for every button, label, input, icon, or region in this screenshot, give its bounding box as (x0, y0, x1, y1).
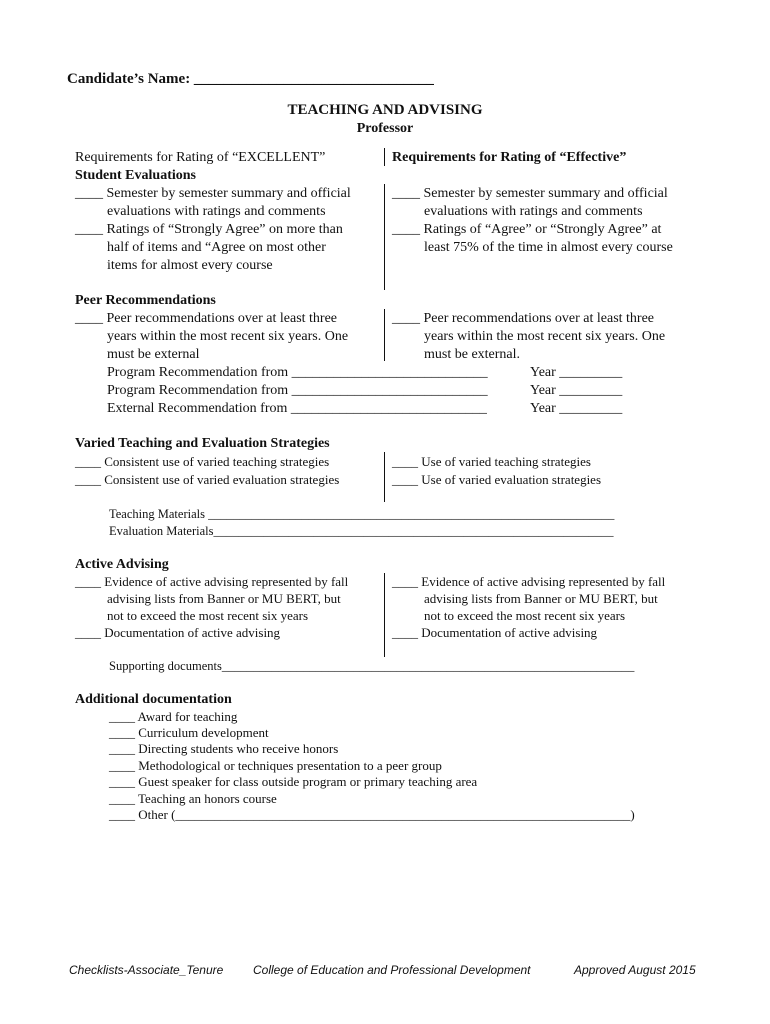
list-item: evaluations with ratings and comments (424, 204, 643, 219)
list-item: ____ Peer recommendations over at least three (392, 311, 655, 326)
footer-checklist-name: Checklists-Associate_Tenure (69, 963, 224, 977)
list-item: ____ Semester by semester summary and official (392, 186, 668, 201)
right-column-header: Requirements for Rating of “Effective” (392, 150, 627, 165)
list-item: ____ Use of varied teaching strategies (392, 454, 591, 469)
active-advising-heading: Active Advising (75, 557, 169, 572)
list-item: ____ Consistent use of varied evaluation strategies (75, 472, 340, 487)
list-item: ____ Directing students who receive honors (109, 741, 339, 756)
list-item: not to exceed the most recent six years (424, 608, 626, 623)
program-recommendation-2: Program Recommendation from ____________________________ (107, 383, 488, 398)
page-subtitle: Professor (356, 121, 414, 136)
list-item: items for almost every course (107, 258, 273, 273)
footer-college: College of Education and Professional Development (253, 963, 531, 977)
supporting-documents-field: Supporting documents__________________________________________________________________ (109, 659, 635, 673)
list-item: ____ Ratings of “Agree” or “Strongly Agree” at (392, 222, 662, 237)
list-item: least 75% of the time in almost every course (424, 240, 673, 255)
column-divider (384, 148, 385, 166)
list-item: ____ Curriculum development (109, 725, 269, 740)
list-item: ____ Semester by semester summary and official (75, 186, 351, 201)
list-item: ____ Evidence of active advising represented by fall (392, 574, 666, 589)
list-item: ____ Documentation of active advising (75, 625, 281, 640)
list-item: ____ Evidence of active advising represented by fall (75, 574, 349, 589)
list-item: must be external. (424, 347, 521, 362)
recommendation-year-2: Year _________ (530, 383, 623, 398)
recommendation-year-1: Year _________ (530, 365, 623, 380)
column-divider (384, 309, 385, 361)
footer-approved-date: Approved August 2015 (574, 963, 696, 977)
student-evaluations-heading: Student Evaluations (75, 168, 196, 183)
list-item: advising lists from Banner or MU BERT, but (424, 591, 658, 606)
list-item: ____ Ratings of “Strongly Agree” on more than (75, 222, 343, 237)
list-item: ____ Teaching an honors course (109, 791, 277, 806)
external-recommendation: External Recommendation from ____________________________ (107, 401, 487, 416)
list-item: ____ Methodological or techniques presentation to a peer group (109, 758, 442, 773)
peer-recommendations-heading: Peer Recommendations (75, 293, 216, 308)
list-item: ____ Documentation of active advising (392, 625, 598, 640)
list-item: not to exceed the most recent six years (107, 608, 309, 623)
column-divider (384, 184, 385, 290)
list-item: ____ Consistent use of varied teaching strategies (75, 454, 330, 469)
column-divider (384, 452, 385, 502)
left-column-header: Requirements for Rating of “EXCELLENT” (75, 150, 326, 165)
list-item: half of items and “Agree on most other (107, 240, 326, 255)
page-title: TEACHING AND ADVISING (287, 102, 483, 118)
list-item: years within the most recent six years. One (107, 329, 349, 344)
list-item: ____ Other (______________________________________________________________________) (109, 807, 635, 822)
list-item: ____ Use of varied evaluation strategies (392, 472, 602, 487)
recommendation-year-3: Year _________ (530, 401, 623, 416)
list-item: must be external (107, 347, 200, 362)
list-item: ____ Award for teaching (109, 709, 238, 724)
evaluation-materials-field: Evaluation Materials________________________________________________________________ (109, 524, 614, 538)
list-item: ____ Peer recommendations over at least three (75, 311, 338, 326)
list-item: evaluations with ratings and comments (107, 204, 326, 219)
list-item: years within the most recent six years. One (424, 329, 666, 344)
varied-strategies-heading: Varied Teaching and Evaluation Strategies (75, 436, 330, 451)
list-item: advising lists from Banner or MU BERT, but (107, 591, 341, 606)
additional-documentation-heading: Additional documentation (75, 692, 232, 707)
candidate-name-field: Candidate’s Name: ________________________________ (67, 71, 434, 87)
teaching-materials-field: Teaching Materials _________________________________________________________________ (109, 507, 615, 521)
program-recommendation-1: Program Recommendation from ____________________________ (107, 365, 488, 380)
list-item: ____ Guest speaker for class outside program or primary teaching area (109, 774, 478, 789)
column-divider (384, 573, 385, 657)
